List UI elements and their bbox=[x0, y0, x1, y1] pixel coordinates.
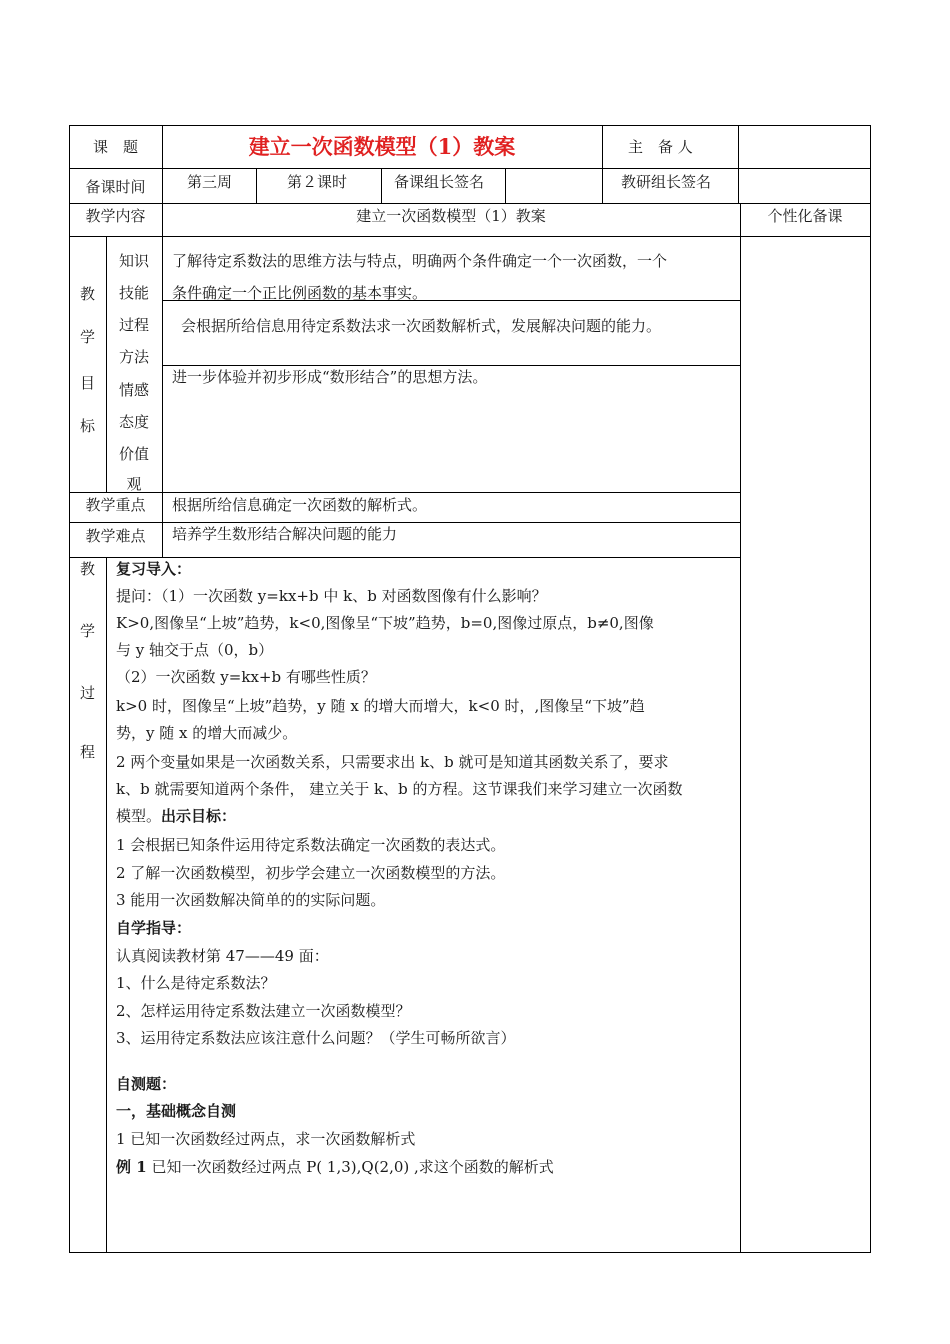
col-divider bbox=[602, 125, 603, 203]
basic-concept-heading: 一，基础概念自测 bbox=[116, 1102, 237, 1120]
col-divider bbox=[162, 492, 163, 557]
study-question: 3、运用待定系数法应该注意什么问题？（学生可畅所欲言） bbox=[116, 1029, 516, 1047]
content-label: 教学内容 bbox=[85, 207, 146, 225]
paragraph-2: 2 两个变量如果是一次函数关系，只需要求出 k、b 就可是知道其函数关系了，要求 bbox=[116, 753, 669, 771]
row-divider bbox=[69, 203, 871, 204]
difficulty-text: 培养学生数形结合解决问题的能力 bbox=[172, 525, 398, 543]
answer-1: 与 y 轴交于点（0，b） bbox=[116, 641, 274, 659]
period-value: 第２课时 bbox=[287, 173, 348, 191]
paragraph-2: k、b 就需要知道两个条件， 建立关于 k、b 的方程。这节课我们来学习建立一次函数 bbox=[116, 780, 683, 798]
emotion-label: 价值 bbox=[118, 445, 149, 463]
personal-prep-label: 个性化备课 bbox=[767, 207, 843, 225]
preparer-label: 主 备 人 bbox=[628, 138, 693, 156]
paragraph-2-text: 模型。 bbox=[116, 807, 162, 825]
objectives-section-label: 标 bbox=[79, 417, 95, 435]
knowledge-text: 了解待定系数法的思维方法与特点，明确两个条件确定一个一次函数，一个 bbox=[172, 252, 668, 270]
question-2: （2）一次函数 y=kx+b 有哪些性质？ bbox=[116, 668, 376, 686]
question-1: 提问：（1）一次函数 y=kx+b 中 k、b 对函数图像有什么影响？ bbox=[116, 587, 547, 605]
process-section-label: 程 bbox=[79, 743, 95, 761]
topic-label: 课 题 bbox=[92, 138, 138, 156]
process-method-label: 方法 bbox=[118, 348, 149, 366]
test-item: 1 已知一次函数经过两点，求一次函数解析式 bbox=[116, 1130, 416, 1148]
table-border-bottom bbox=[69, 1252, 871, 1253]
col-divider bbox=[740, 203, 741, 1253]
knowledge-label: 技能 bbox=[118, 284, 149, 302]
objectives-section-label: 教 bbox=[79, 285, 95, 303]
example-1 bbox=[116, 1157, 554, 1177]
emotion-label: 态度 bbox=[118, 413, 149, 431]
process-section-label: 教 bbox=[79, 560, 95, 578]
self-test-heading: 自测题： bbox=[116, 1075, 177, 1093]
col-divider bbox=[381, 168, 382, 203]
content-value: 建立一次函数模型（1）教案 bbox=[356, 207, 546, 225]
answer-2: 势，y 随 x 的增大而减少。 bbox=[116, 724, 298, 742]
goals-heading: 出示目标： bbox=[161, 807, 237, 825]
example-label: 例 1 bbox=[116, 1158, 147, 1176]
review-heading: 复习导入： bbox=[116, 560, 192, 578]
objectives-section-label: 目 bbox=[79, 374, 95, 392]
col-divider bbox=[256, 168, 257, 203]
answer-1: K>0,图像呈“上坡”趋势，k<0,图像呈“下坡”趋势，b=0,图像过原点，b≠0,图像 bbox=[116, 614, 654, 632]
row-divider bbox=[69, 236, 871, 237]
goal-item: 2 了解一次函数模型，初步学会建立一次函数模型的方法。 bbox=[116, 864, 506, 882]
research-leader-signature-label: 教研组长签名 bbox=[621, 173, 712, 191]
emotion-text: 进一步体验并初步形成“数形结合”的思想方法。 bbox=[172, 368, 488, 386]
study-question: 2、怎样运用待定系数法建立一次函数模型？ bbox=[116, 1002, 411, 1020]
row-divider bbox=[69, 522, 740, 523]
row-divider bbox=[69, 492, 740, 493]
study-question: 1、什么是待定系数法？ bbox=[116, 974, 276, 992]
col-divider bbox=[162, 236, 163, 492]
process-section-label: 学 bbox=[79, 622, 95, 640]
row-divider bbox=[162, 365, 740, 366]
row-divider bbox=[69, 557, 740, 558]
difficulty-label: 教学难点 bbox=[85, 527, 146, 545]
self-study-heading: 自学指导： bbox=[116, 919, 192, 937]
objectives-section-label: 学 bbox=[79, 328, 95, 346]
reading-instruction: 认真阅读教材第 47——49 面： bbox=[116, 947, 329, 965]
key-point-text: 根据所给信息确定一次函数的解析式。 bbox=[172, 496, 428, 514]
prep-time-label: 备课时间 bbox=[85, 178, 146, 196]
goal-item: 1 会根据已知条件运用待定系数法确定一次函数的表达式。 bbox=[116, 836, 506, 854]
answer-2: k>0 时，图像呈“上坡”趋势，y 随 x 的增大而增大，k<0 时，,图像呈“下坡”趋 bbox=[116, 697, 645, 715]
paragraph-2 bbox=[116, 806, 236, 826]
process-method-label: 过程 bbox=[118, 316, 149, 334]
process-method-text: 会根据所给信息用待定系数法求一次函数解析式，发展解决问题的能力。 bbox=[181, 317, 662, 335]
col-divider bbox=[738, 125, 739, 203]
process-section-label: 过 bbox=[79, 684, 95, 702]
table-border-top bbox=[69, 125, 871, 126]
emotion-label: 情感 bbox=[118, 381, 149, 399]
example-text: 已知一次函数经过两点 P( 1,3),Q(2,0) ,求这个函数的解析式 bbox=[146, 1158, 554, 1176]
table-border-right bbox=[870, 125, 871, 1253]
row-divider bbox=[69, 168, 871, 169]
goal-item: 3 能用一次函数解决简单的的实际问题。 bbox=[116, 891, 386, 909]
group-leader-signature-label: 备课组长签名 bbox=[394, 173, 485, 191]
col-divider bbox=[106, 557, 107, 1253]
week-value: 第三周 bbox=[187, 173, 233, 191]
lesson-title: 建立一次函数模型（1）教案 bbox=[248, 134, 516, 159]
col-divider bbox=[505, 168, 506, 203]
knowledge-label: 知识 bbox=[118, 252, 149, 270]
knowledge-text: 条件确定一个正比例函数的基本事实。 bbox=[172, 284, 428, 302]
emotion-label: 观 bbox=[126, 475, 142, 493]
key-point-label: 教学重点 bbox=[85, 496, 146, 514]
